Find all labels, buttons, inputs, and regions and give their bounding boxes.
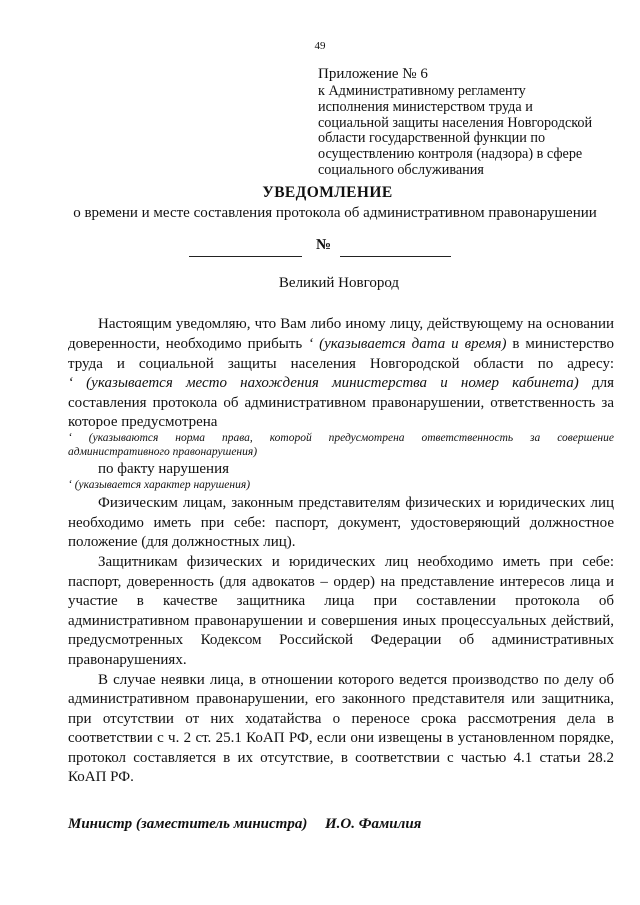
appendix-line: социальной защиты населения Новгородской [318, 114, 593, 131]
body-line: при отсутствии от них ходатайства о переносе срока рассмотрения дела в [68, 711, 614, 727]
body-line: участие в качестве защитника лица при составлении протокола об [68, 593, 614, 609]
body-line: паспорт, доверенность (для адвокатов – ордер) на представление интересов лица и [68, 574, 614, 590]
appendix-line: к Административному регламенту [318, 83, 526, 99]
body-line: по факту нарушения [98, 461, 230, 477]
document-heading: УВЕДОМЛЕНИЕ [262, 184, 393, 201]
body-line: В случае неявки лица, в отношении которого ведется производство по делу об [98, 672, 614, 688]
body-line: Физическим лицам, законным представителям физических и юридических лиц [98, 495, 614, 511]
body-line: доверенности, необходимо прибыть ‘ (указывается дата и время) в министерство [68, 336, 614, 352]
location-placeholder: ‘ (указывается место нахождения министерства и номер кабинета) [68, 375, 579, 391]
number-blank-line [340, 256, 451, 257]
appendix-title: Приложение № 6 [318, 66, 428, 82]
signature-name: И.О. Фамилия [325, 816, 422, 832]
body-line: необходимо иметь при себе: паспорт, документ, удостоверяющий должностное [68, 515, 614, 531]
body-line: труда и социальной защиты населения Новгородской области по адресу: [68, 356, 614, 372]
page-number: 49 [314, 40, 326, 52]
body-line: правонарушениях. [68, 652, 187, 668]
document-subheading: о времени и месте составления протокола об административном правонарушении [73, 205, 597, 221]
signature-position: Министр (заместитель министра) [68, 816, 308, 832]
body-line: КоАП РФ. [68, 769, 134, 785]
body-line: ‘ (указывается место нахождения министерства и номер кабинета) для [68, 375, 614, 391]
number-sign: № [316, 237, 332, 253]
city-name: Великий Новгород [278, 275, 400, 291]
date-blank-line [189, 256, 302, 257]
date-time-placeholder: ‘ (указывается дата и время) [308, 336, 507, 352]
appendix-line: социального обслуживания [318, 161, 484, 178]
body-line: которое предусмотрена [68, 414, 218, 430]
appendix-line: области государственной функции по [318, 130, 546, 147]
appendix-line: исполнения министерством труда и [318, 98, 533, 115]
body-line: Защитникам физических и юридических лиц необходимо иметь при себе: [98, 554, 614, 570]
body-line: соответствии с ч. 2 ст. 25.1 КоАП РФ, если они извещены в установленном порядке, [68, 730, 614, 746]
body-line: протокол составляется в их отсутствие, в соответствии с частью 4.1 статьи 28.2 [68, 750, 614, 766]
body-line: Настоящим уведомляю, что Вам либо иному лицу, действующему на основании [98, 316, 614, 332]
footnote-placeholder: ‘ (указывается характер нарушения) [68, 479, 251, 491]
body-line: административном правонарушении, его законного представителя или защитника, [68, 691, 614, 707]
footnote-placeholder: административного правонарушения) [68, 446, 258, 458]
body-line: административном правонарушении и совершения иных процессуальных действий, [68, 613, 614, 629]
appendix-line: осуществлению контроля (надзора) в сфере [318, 146, 583, 163]
body-line: составления протокола об административном правонарушении, ответственность за [68, 395, 614, 411]
body-line: предусмотренных Кодексом Российской Федерации об административных [68, 632, 614, 648]
footnote-placeholder: ‘ (указываются норма права, которой предусмотрена ответственность за совершение [68, 432, 614, 444]
appendix-description [318, 84, 592, 179]
body-line: положение (для должностных лиц). [68, 534, 296, 550]
